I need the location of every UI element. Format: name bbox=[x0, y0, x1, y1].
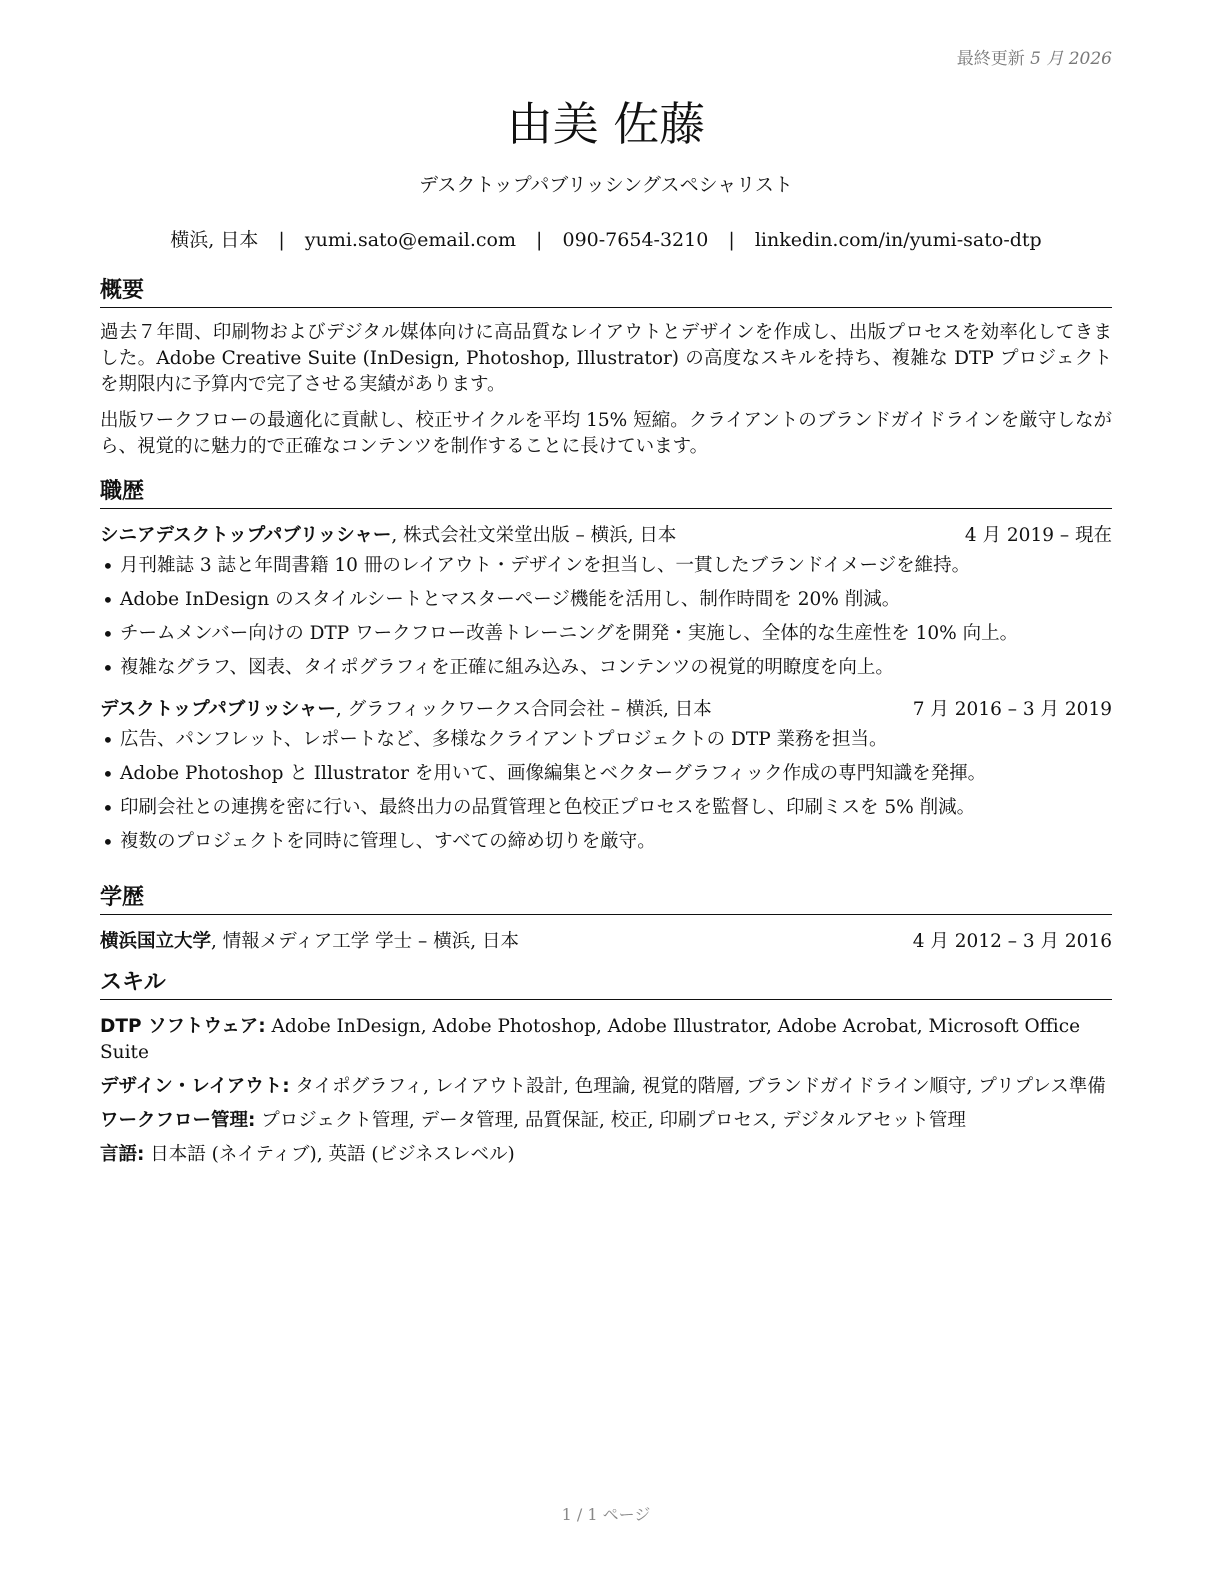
section-title-skills: スキル bbox=[100, 968, 1112, 1000]
job-bullets bbox=[100, 727, 1112, 855]
job-header bbox=[100, 697, 1112, 723]
skill-row bbox=[100, 1074, 1112, 1100]
experience-section bbox=[100, 477, 1112, 863]
skill-label: デザイン・レイアウト: bbox=[100, 1076, 290, 1097]
list-item: • 月刊雑誌 3 誌と年間書籍 10 冊のレイアウト・デザインを担当し、一貫したブランドイメージを維持。 bbox=[100, 553, 1112, 579]
job-subtitle: デスクトップパブリッシングスペシャリスト bbox=[419, 174, 793, 196]
resume-page bbox=[100, 0, 1112, 1584]
skill-row bbox=[100, 1014, 1112, 1066]
summary-paragraph: 出版ワークフローの最適化に貢献し、校正サイクルを平均 15% 短縮。クライアントのブランドガイドラインを厳守しながら、視覚的に魅力的で正確なコンテンツを制作することに長けています。 bbox=[100, 410, 1112, 457]
skill-row bbox=[100, 1142, 1112, 1168]
page-number: 1 / 1 ページ bbox=[561, 1505, 651, 1524]
school-name: 横浜国立大学 bbox=[100, 931, 212, 952]
list-item: • チームメンバー向けの DTP ワークフロー改善トレーニングを開発・実施し、全体的な生産性を 10% 向上。 bbox=[100, 621, 1112, 647]
list-item: • 印刷会社との連携を密に行い、最終出力の品質管理と色校正プロセスを監督し、印刷ミスを 5% 削減。 bbox=[100, 795, 1112, 821]
job-dates: 7 月 2016 – 3 月 2019 bbox=[912, 699, 1112, 720]
education-dates: 4 月 2012 – 3 月 2016 bbox=[912, 931, 1112, 952]
last-updated bbox=[957, 44, 1112, 69]
list-item: • 複雑なグラフ、図表、タイポグラフィを正確に組み込み、コンテンツの視覚的明瞭度を向上。 bbox=[100, 655, 1112, 681]
job-bullets bbox=[100, 553, 1112, 681]
summary-paragraph: 過去７年間、印刷物およびデジタル媒体向けに高品質なレイアウトとデザインを作成し、出版プロセスを効率化してきました。Adobe Creative Suite (InDesign, Photoshop, Illustrator) の高度なスキルを持ち、複雑な DTP プロジェクトを期限内に予算内で完了させる実績があります。 bbox=[100, 322, 1112, 395]
location: 横浜, 日本 bbox=[170, 229, 259, 251]
job-title: シニアデスクトップパブリッシャー bbox=[100, 525, 392, 546]
section-title-summary: 概要 bbox=[100, 276, 1112, 308]
contact-line bbox=[100, 225, 1112, 252]
job-header bbox=[100, 523, 1112, 549]
skill-value: 日本語 (ネイティブ), 英語 (ビジネスレベル) bbox=[144, 1144, 515, 1165]
job-org: , 株式会社文栄堂出版 – 横浜, 日本 bbox=[391, 525, 677, 546]
separator: | bbox=[536, 229, 543, 251]
candidate-name: 由美 佐藤 bbox=[506, 97, 706, 151]
separator: | bbox=[278, 229, 285, 251]
education-section bbox=[100, 883, 1112, 955]
job-title: デスクトップパブリッシャー bbox=[100, 699, 336, 720]
list-item: • Adobe InDesign のスタイルシートとマスターページ機能を活用し、制作時間を 20% 削減。 bbox=[100, 587, 1112, 613]
job-entry bbox=[100, 523, 1112, 681]
phone: 090-7654-3210 bbox=[562, 229, 709, 251]
job-dates: 4 月 2019 – 現在 bbox=[964, 525, 1112, 546]
separator: | bbox=[728, 229, 735, 251]
email-link[interactable]: yumi.sato@email.com bbox=[304, 229, 516, 251]
skill-value: Adobe InDesign, Adobe Photoshop, Adobe Illustrator, Adobe Acrobat, Microsoft Office Suite bbox=[100, 1016, 1081, 1063]
last-updated-label: 最終更新 bbox=[956, 49, 1025, 69]
job-entry bbox=[100, 697, 1112, 855]
job-org: , グラフィックワークス合同会社 – 横浜, 日本 bbox=[335, 699, 712, 720]
skills-section bbox=[100, 968, 1112, 1168]
skill-label: DTP ソフトウェア: bbox=[100, 1016, 266, 1037]
skill-value: タイポグラフィ, レイアウト設計, 色理論, 視覚的階層, ブランドガイドライン順守, プリプレス準備 bbox=[289, 1076, 1106, 1097]
skill-value: プロジェクト管理, データ管理, 品質保証, 校正, 印刷プロセス, デジタルアセット管理 bbox=[255, 1110, 966, 1131]
list-item: • 複数のプロジェクトを同時に管理し、すべての締め切りを厳守。 bbox=[100, 829, 1112, 855]
last-updated-date: 5 月 2026 bbox=[1030, 49, 1112, 69]
summary-section bbox=[100, 276, 1112, 460]
skill-row bbox=[100, 1108, 1112, 1134]
degree-detail: , 情報メディア工学 学士 – 横浜, 日本 bbox=[211, 931, 519, 952]
section-title-experience: 職歴 bbox=[100, 477, 1112, 509]
linkedin-link[interactable]: linkedin.com/in/yumi-sato-dtp bbox=[754, 229, 1042, 251]
education-entry bbox=[100, 929, 1112, 955]
list-item: • Adobe Photoshop と Illustrator を用いて、画像編集とベクターグラフィック作成の専門知識を発揮。 bbox=[100, 761, 1112, 787]
list-item: • 広告、パンフレット、レポートなど、多様なクライアントプロジェクトの DTP 業務を担当。 bbox=[100, 727, 1112, 753]
section-title-education: 学歴 bbox=[100, 883, 1112, 915]
skill-label: 言語: bbox=[100, 1144, 145, 1165]
skill-label: ワークフロー管理: bbox=[100, 1110, 256, 1131]
